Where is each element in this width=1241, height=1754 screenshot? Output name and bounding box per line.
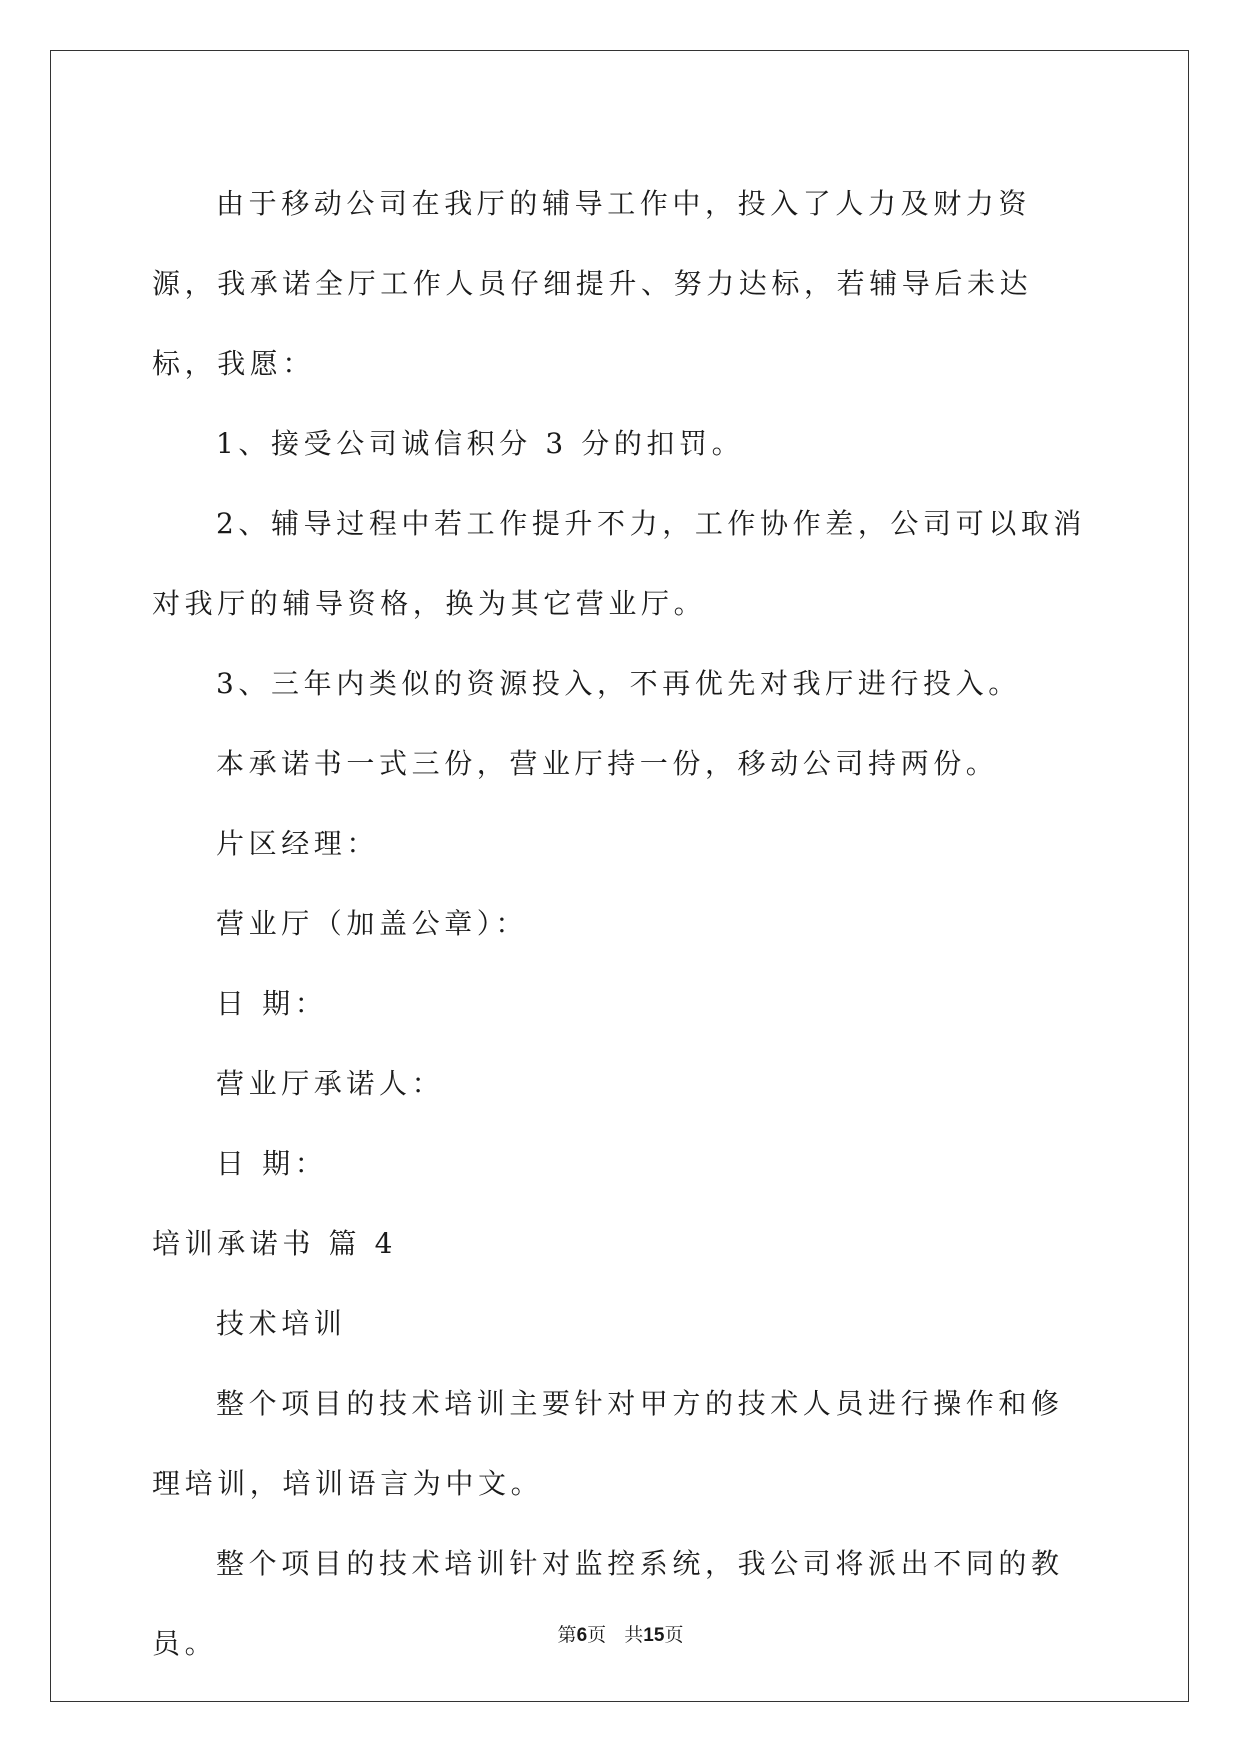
footer-total-pages: 15 bbox=[643, 1625, 665, 1646]
paragraph-item-3: 3、三年内类似的资源投入，不再优先对我厅进行投入。 bbox=[216, 667, 1021, 700]
paragraph-item-1: 1、接受公司诚信积分 3 分的扣罚。 bbox=[216, 427, 745, 460]
page-footer bbox=[0, 1620, 1241, 1647]
section-heading: 培训承诺书 篇 4 bbox=[152, 1227, 398, 1260]
signature-promisor: 营业厅承诺人： bbox=[216, 1067, 445, 1100]
paragraph-copies: 本承诺书一式三份，营业厅持一份，移动公司持两份。 bbox=[216, 747, 999, 780]
signature-area-manager: 片区经理： bbox=[216, 827, 380, 860]
signature-date-1: 日 期： bbox=[216, 987, 328, 1020]
footer-total-prefix: 共 bbox=[624, 1624, 644, 1646]
subsection-title: 技术培训 bbox=[216, 1307, 347, 1340]
document-body bbox=[152, 164, 1090, 1684]
footer-page-suffix: 页 bbox=[587, 1624, 607, 1646]
paragraph-commitment-intro: 由于移动公司在我厅的辅导工作中，投入了人力及财力资源，我承诺全厅工作人员仔细提升、努力达标，若辅导后未达标，我愿： bbox=[152, 187, 1033, 380]
footer-prefix: 第 bbox=[557, 1624, 577, 1646]
paragraph-item-2: 2、辅导过程中若工作提升不力，工作协作差，公司可以取消对我厅的辅导资格，换为其它营业厅。 bbox=[152, 507, 1087, 620]
paragraph-training-scope: 整个项目的技术培训主要针对甲方的技术人员进行操作和修理培训，培训语言为中文。 bbox=[152, 1387, 1064, 1500]
footer-total-suffix: 页 bbox=[664, 1624, 684, 1646]
footer-page-number: 6 bbox=[576, 1625, 588, 1646]
paragraph-training-instructors: 整个项目的技术培训针对监控系统，我公司将派出不同的教员。 bbox=[152, 1547, 1064, 1660]
signature-seal: 营业厅（加盖公章）： bbox=[216, 907, 529, 940]
signature-date-2: 日 期： bbox=[216, 1147, 328, 1180]
